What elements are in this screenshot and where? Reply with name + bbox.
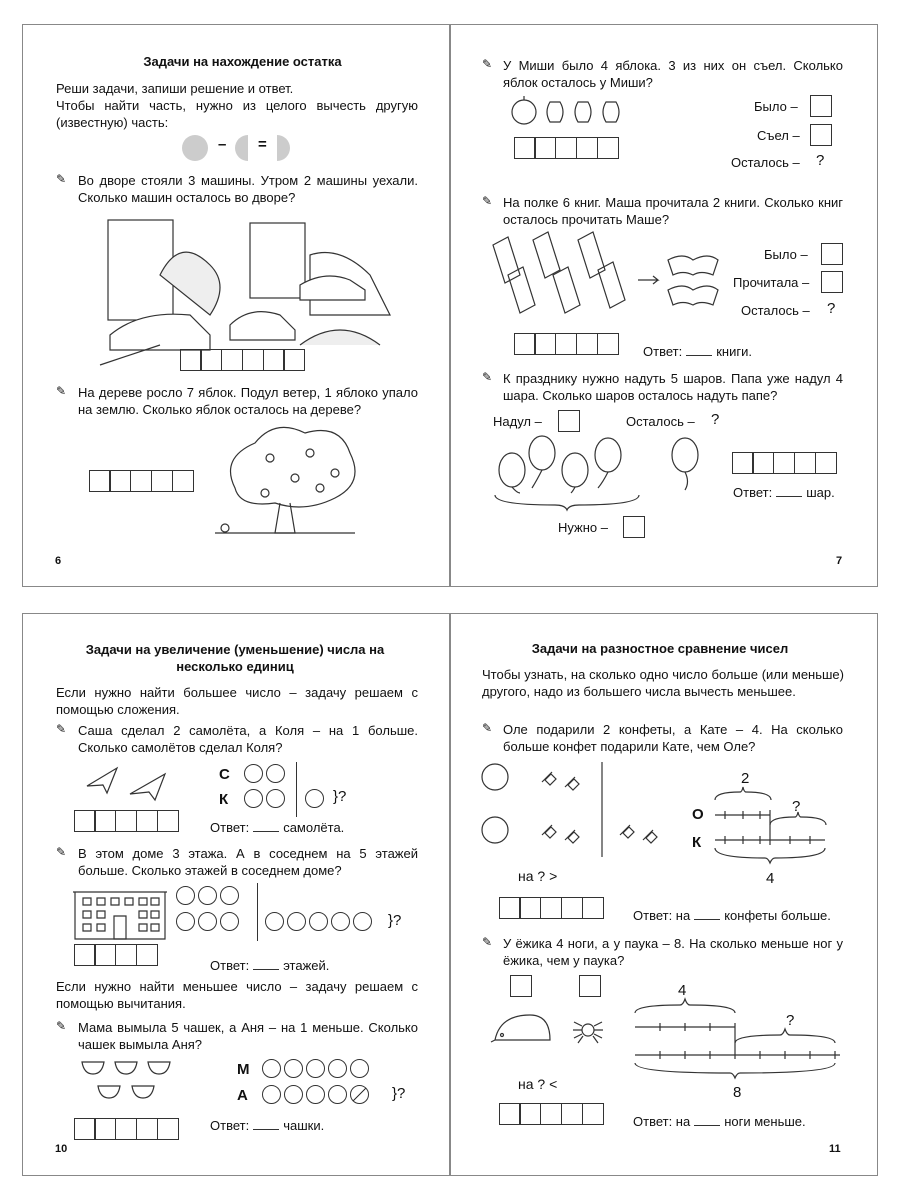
pencil-icon: ✎: [56, 1019, 67, 1033]
half-left-icon: [235, 135, 248, 161]
segment-diagram-candies: [715, 785, 855, 875]
pencil-icon: ✎: [56, 722, 67, 736]
pencil-icon: ✎: [482, 370, 493, 384]
books-illustration: [488, 230, 718, 315]
label-inflated: Надул –: [493, 414, 542, 429]
answer-blank[interactable]: [253, 1129, 279, 1130]
question-mark: ?: [338, 788, 347, 805]
answer-blank[interactable]: [694, 1125, 720, 1126]
box-need[interactable]: [623, 516, 645, 538]
task-planes: Саша сделал 2 самолёта, а Коля – на 1 больше. Сколько самолётов сделал Коля?: [78, 723, 418, 755]
task-apple-tree: На дереве росло 7 яблок. Подул ветер, 1 яблоко упало на землю. Сколько яблок осталось на дереве?: [78, 385, 418, 417]
whole-circle-icon: [182, 135, 208, 161]
task-hedgehog: У ёжика 4 ноги, а у паука – 8. На сколько меньше ног у ёжика, чем у паука?: [503, 936, 843, 968]
answer-unit: конфеты больше.: [724, 908, 831, 923]
answer-blank[interactable]: [253, 831, 279, 832]
answer-balloons: [733, 485, 835, 500]
label-four: 4: [766, 870, 775, 887]
compare-gt: на ? >: [518, 868, 558, 884]
circles-s: [244, 764, 288, 783]
answer-planes: [210, 820, 344, 835]
answer-unit: чашки.: [283, 1118, 325, 1133]
answer-label: Ответ: на: [633, 1114, 691, 1129]
question-mark: ?: [393, 912, 402, 929]
apples-illustration: [510, 94, 620, 129]
minus-sign: –: [218, 136, 227, 153]
answer-unit: самолёта.: [283, 820, 345, 835]
pencil-icon: ✎: [56, 384, 67, 398]
answer-blank[interactable]: [686, 355, 712, 356]
row-label-k: К: [219, 791, 229, 808]
box-read[interactable]: [821, 271, 843, 293]
answer-cups: [210, 1118, 324, 1133]
answer-unit: этажей.: [283, 958, 330, 973]
answer-unit: шар.: [806, 485, 835, 500]
answer-label: Ответ:: [210, 958, 250, 973]
answer-blank[interactable]: [253, 969, 279, 970]
circles-k-extra: [305, 789, 327, 808]
answer-blank[interactable]: [776, 496, 802, 497]
answer-unit: ноги меньше.: [724, 1114, 806, 1129]
intro-line-2: Чтобы найти часть, нужно из целого вычесть другую (известную) часть:: [56, 98, 418, 130]
row-label-a: А: [237, 1087, 248, 1104]
brace-question: }?: [388, 912, 402, 929]
segment-diagram-legs: [630, 995, 845, 1085]
label-ate: Съел –: [757, 128, 800, 143]
answer-candies: [633, 908, 831, 923]
balloons-illustration: [490, 435, 720, 510]
question-mark: ?: [397, 1085, 406, 1102]
label-was: Было –: [754, 99, 798, 114]
task-candies: Оле подарили 2 конфеты, а Кате – 4. На сколько больше конфет подарили Кате, чем Оле?: [503, 722, 843, 754]
task-books: На полке 6 книг. Маша прочитала 2 книги. Сколько книг осталось прочитать Маше?: [503, 195, 843, 227]
page-6-title: Задачи на нахождение остатка: [143, 54, 342, 69]
task-balloons: К празднику нужно надуть 5 шаров. Папа уже надул 4 шара. Сколько шаров осталось надуть папе?: [503, 371, 843, 403]
box-ate[interactable]: [810, 124, 832, 146]
answer-house: [210, 958, 329, 973]
answer-label: Ответ:: [210, 820, 250, 835]
pencil-icon: ✎: [56, 172, 67, 186]
box-spider[interactable]: [579, 975, 601, 997]
page-number-6: 6: [55, 555, 62, 567]
answer-cells-cars[interactable]: [181, 349, 305, 371]
pencil-icon: ✎: [482, 194, 493, 208]
rule-difference: Чтобы узнать, на сколько одно число больше (или меньше) другого, надо из большего числа вычесть меньшее.: [482, 667, 844, 699]
brace-question: }?: [392, 1085, 406, 1102]
cups-illustration: [80, 1058, 190, 1108]
label-left-books: Осталось –: [741, 303, 810, 318]
equals-sign: =: [258, 136, 267, 153]
answer-cells-cups[interactable]: [75, 1118, 179, 1140]
box-hedgehog[interactable]: [510, 975, 532, 997]
label-was-books: Было –: [764, 247, 808, 262]
label-four-legs: 4: [678, 982, 687, 999]
question-mark: ?: [827, 300, 836, 317]
divider-line: [257, 883, 258, 941]
question-mark: ?: [816, 152, 825, 169]
pencil-icon: ✎: [482, 57, 493, 71]
task-cups: Мама вымыла 5 чашек, а Аня – на 1 меньше. Сколько чашек вымыла Аня?: [78, 1020, 418, 1052]
page-number-7: 7: [836, 555, 843, 567]
answer-cells-balloons[interactable]: [733, 452, 837, 474]
label-left: Осталось –: [731, 155, 800, 170]
house-illustration: [73, 884, 168, 939]
pencil-icon: ✎: [56, 845, 67, 859]
candies-illustration: [480, 762, 680, 857]
answer-unit: книги.: [716, 344, 752, 359]
answer-books: [643, 344, 752, 359]
circles-house-3: [176, 886, 242, 931]
answer-label: Ответ:: [733, 485, 773, 500]
rule-addition: Если нужно найти большее число – задачу решаем с помощью сложения.: [56, 685, 418, 717]
row-label-o: О: [692, 806, 704, 823]
box-was-books[interactable]: [821, 243, 843, 265]
page-11-title: Задачи на разностное сравнение чисел: [531, 641, 789, 656]
intro-line-1: Реши задачи, запиши решение и ответ.: [56, 81, 294, 96]
circles-house-5: [265, 912, 375, 931]
label-left-balloons: Осталось –: [626, 414, 695, 429]
answer-cells-apple-tree[interactable]: [90, 470, 194, 492]
page-number-10: 10: [55, 1143, 68, 1155]
question-mark: ?: [786, 1012, 795, 1029]
yard-illustration: [100, 215, 390, 365]
row-label-m: М: [237, 1061, 250, 1078]
circles-a: [262, 1085, 372, 1104]
brace-question: }?: [333, 788, 347, 805]
label-eight: 8: [733, 1084, 742, 1101]
label-read: Прочитала –: [733, 275, 810, 290]
box-inflated[interactable]: [558, 410, 580, 432]
answer-cells-house[interactable]: [75, 944, 158, 966]
answer-label: Ответ:: [210, 1118, 250, 1133]
label-two: 2: [741, 770, 750, 787]
page-10-title: Задачи на увеличение (уменьшение) числа на несколько единиц: [85, 642, 385, 674]
half-right-icon: [277, 135, 290, 161]
box-was[interactable]: [810, 95, 832, 117]
divider-line: [296, 762, 297, 817]
answer-blank[interactable]: [694, 919, 720, 920]
pencil-icon: ✎: [482, 935, 493, 949]
task-cars: Во дворе стояли 3 машины. Утром 2 машины уехали. Сколько машин осталось во дворе?: [78, 173, 418, 205]
compare-lt: на ? <: [518, 1076, 558, 1092]
planes-illustration: [85, 766, 170, 801]
row-label-k11: К: [692, 834, 702, 851]
rule-subtraction: Если нужно найти меньшее число – задачу решаем с помощью вычитания.: [56, 979, 418, 1011]
question-mark: ?: [711, 411, 720, 428]
label-need: Нужно –: [558, 520, 608, 535]
page-number-11: 11: [829, 1143, 841, 1155]
answer-cells-candies[interactable]: [500, 897, 604, 919]
answer-cells-books[interactable]: [515, 333, 619, 355]
circles-k: [244, 789, 288, 808]
answer-cells-misha[interactable]: [515, 137, 619, 159]
question-mark: ?: [792, 798, 801, 815]
answer-legs: [633, 1114, 806, 1129]
part-whole-diagram: [180, 133, 300, 163]
apple-tree-illustration: [215, 428, 365, 538]
task-house: В этом доме 3 этажа. А в соседнем на 5 этажей больше. Сколько этажей в соседнем доме?: [78, 846, 418, 878]
pencil-icon: ✎: [482, 721, 493, 735]
answer-cells-legs[interactable]: [500, 1103, 604, 1125]
answer-label: Ответ:: [643, 344, 683, 359]
answer-label: Ответ: на: [633, 908, 691, 923]
hedgehog-spider-illustration: [490, 1010, 610, 1050]
task-misha-apples: У Миши было 4 яблока. 3 из них он съел. Сколько яблок осталось у Миши?: [503, 58, 843, 90]
answer-cells-planes[interactable]: [75, 810, 179, 832]
row-label-s: С: [219, 766, 230, 783]
circles-m: [262, 1059, 372, 1078]
